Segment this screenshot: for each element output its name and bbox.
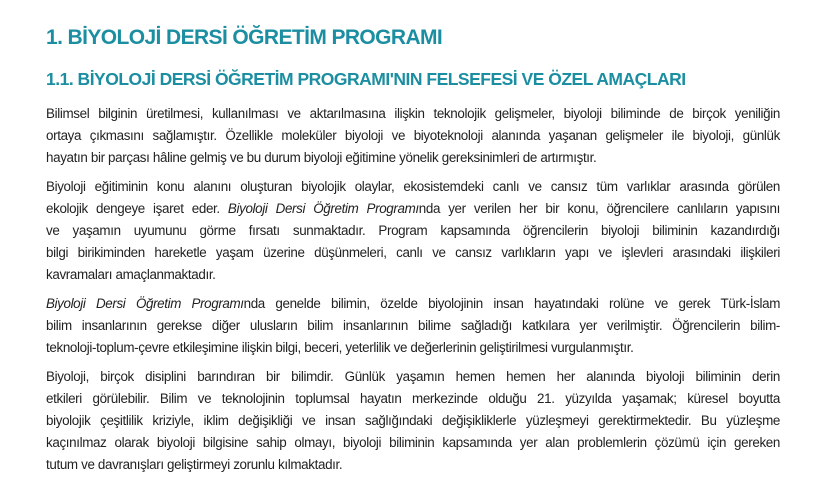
text-line (46, 388, 780, 410)
text-segment: ve yaşamın uyumunu görme fırsatı sunmaktadır. Program kapsamında öğrencilerin biyoloji biliminin kazandırdığı (46, 223, 780, 238)
text-segment: biyolojik çeşitlilik kriziyle, iklim değişikliği ve insan sağlığındaki değişikliklerle yüzleşmeyi gerektirmektedir. Bu yüzleşme (46, 413, 780, 428)
text-segment: kaçınılmaz olarak biyoloji bilgisine sahip olmayı, biyoloji biliminin kapsamında yer alan problemlerin çözümü için gereken (46, 435, 780, 450)
text-segment: nda genelde bilimin, özelde biyolojinin insan hayatındaki rolüne ve gerek Türk-İslam (243, 296, 781, 311)
text-segment: tutum ve davranışları geliştirmeyi zorunlu kılmaktadır. (46, 457, 343, 472)
paragraph (46, 366, 780, 476)
text-line (46, 366, 780, 388)
paragraph (46, 293, 780, 359)
text-line (46, 293, 780, 315)
text-segment: teknoloji-toplum-çevre etkileşimine ilişkin bilgi, beceri, yeterlilik ve değerlerinin geliştirilmesi vurgulanmıştır. (46, 340, 634, 355)
paragraph (46, 103, 780, 169)
text-line (46, 198, 780, 220)
document-body (46, 103, 780, 483)
text-segment: nda yer verilen her bir konu, öğrencilere canlıların yapısını (418, 201, 780, 216)
text-line (46, 176, 780, 198)
subsection-heading: 1.1. BİYOLOJİ DERSİ ÖĞRETİM PROGRAMI'NIN FELSEFESİ VE ÖZEL AMAÇLARI (46, 69, 686, 89)
text-line (46, 147, 780, 169)
text-line (46, 315, 780, 337)
text-line (46, 220, 780, 242)
text-line (46, 410, 780, 432)
paragraph (46, 176, 780, 286)
text-segment: hayatın bir parçası hâline gelmiş ve bu durum biyoloji eğitimine yönelik gereksinimleri de artırmıştır. (46, 150, 597, 165)
text-line (46, 125, 780, 147)
text-line (46, 264, 780, 286)
italic-program-title: Biyoloji Dersi Öğretim Programı (227, 201, 419, 216)
text-segment: kavramaları amaçlanmaktadır. (46, 267, 216, 282)
text-segment: etkileri görülebilir. Bilim ve teknolojinin toplumsal hayatın merkezinde olduğu 21. yüzyılda yaşamak; küresel boyutta (46, 391, 780, 406)
text-segment: Biyoloji, birçok disiplini barındıran bir bilimdir. Günlük yaşamın hemen hemen her alanında biyoloji biliminin derin (46, 369, 780, 384)
text-segment: bilgi birikiminden hareketle yaşam üzerine düşünmeleri, canlı ve cansız varlıkların yapı ve işlevleri arasındaki ilişkileri (46, 245, 780, 260)
text-line (46, 337, 780, 359)
text-line (46, 103, 780, 125)
text-segment: ortaya çıkmasını sağlamıştır. Özellikle moleküler biyoloji ve biyoteknoloji alanında yaşanan gelişmeler ile biyoloji, günlük (46, 128, 780, 143)
text-line (46, 454, 780, 476)
text-segment: ekolojik dengeye işaret eder. (46, 201, 228, 216)
text-segment: Bilimsel bilginin üretilmesi, kullanılması ve aktarılmasına ilişkin teknolojik gelişmeler, biyoloji biliminde de birçok yeniliğin (46, 106, 780, 121)
italic-program-title: Biyoloji Dersi Öğretim Programı (46, 296, 244, 311)
text-line (46, 432, 780, 454)
section-heading: 1. BİYOLOJİ DERSİ ÖĞRETİM PROGRAMI (46, 26, 443, 49)
text-segment: Biyoloji eğitiminin konu alanını oluşturan biyolojik olaylar, ekosistemdeki canlı ve cansız tüm varlıklar arasında görülen (46, 179, 780, 194)
text-segment: bilim insanlarının gerekse diğer ulusların bilim insanlarının bilime sağladığı katkılara yer verilmiştir. Öğrencilerin bilim- (46, 318, 780, 333)
text-line (46, 242, 780, 264)
